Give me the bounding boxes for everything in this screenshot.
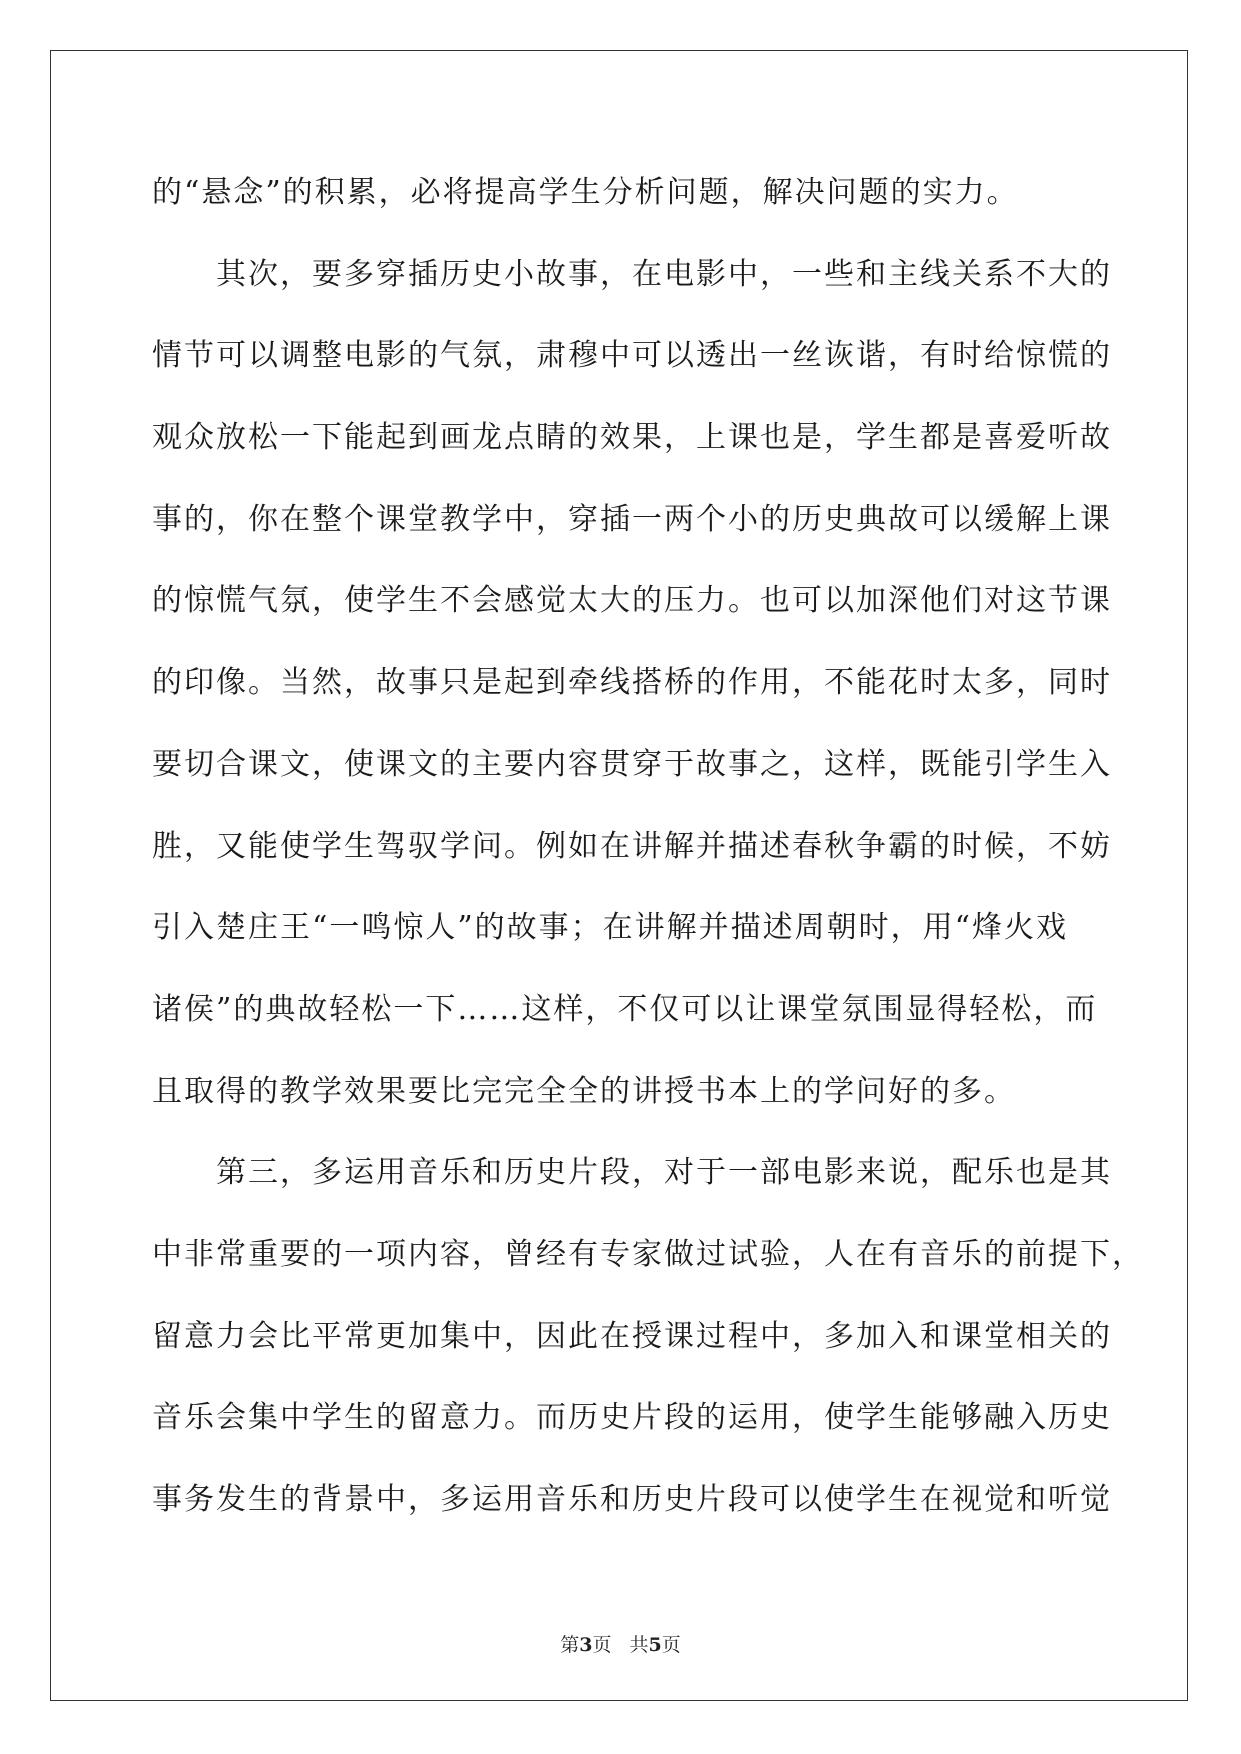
text-line: 的“悬念”的积累，必将提高学生分析问题，解决问题的实力。 [152,175,1019,210]
text-line: 的惊慌气氛，使学生不会感觉太大的压力。也可以加深他们对这节课 [152,583,1112,619]
text-line: 事务发生的背景中，多运用音乐和历史片段可以使学生在视觉和听觉 [152,1482,1112,1517]
text-line: 且取得的教学效果要比完完全全的讲授书本上的学问好的多。 [152,1073,1016,1109]
text-line: 中非常重要的一项内容，曾经有专家做过试验，人在有音乐的前提下， [152,1236,1144,1272]
text-line: 情节可以调整电影的气氛，肃穆中可以透出一丝诙谐，有时给惊慌的 [152,338,1112,374]
text-line: 事的，你在整个课堂教学中，穿插一两个小的历史典故可以缓解上课 [152,501,1112,537]
text-line: 要切合课文，使课文的主要内容贯穿于故事之，这样，既能引学生入 [152,746,1112,782]
footer-total-prefix: 共 [629,1634,649,1656]
text-line: 留意力会比平常更加集中，因此在授课过程中，多加入和课堂相关的 [152,1318,1112,1354]
document-body [152,152,1144,1541]
footer-total-suffix: 页 [661,1634,681,1656]
footer-prefix: 第 [560,1634,580,1656]
page-footer [0,1630,1241,1657]
text-line: 其次，要多穿插历史小故事，在电影中，一些和主线关系不大的 [216,256,1112,292]
footer-page-suffix: 页 [592,1634,612,1656]
footer-current-page: 3 [579,1634,593,1656]
footer-total-pages: 5 [648,1634,662,1656]
text-line: 音乐会集中学生的留意力。而历史片段的运用，使学生能够融入历史 [152,1400,1112,1436]
text-line: 诸侯”的典故轻松一下……这样，不仅可以让课堂氛围显得轻松，而 [152,991,1098,1027]
text-line: 引入楚庄王“一鸣惊人”的故事；在讲解并描述周朝时，用“烽火戏 [152,910,1069,946]
text-line: 第三，多运用音乐和历史片段，对于一部电影来说，配乐也是其 [216,1155,1112,1191]
text-line: 胜，又能使学生驾驭学问。例如在讲解并描述春秋争霸的时候，不妨 [152,828,1112,864]
text-line: 观众放松一下能起到画龙点睛的效果，上课也是，学生都是喜爱听故 [152,420,1112,456]
text-line: 的印像。当然，故事只是起到牵线搭桥的作用，不能花时太多，同时 [152,665,1112,701]
